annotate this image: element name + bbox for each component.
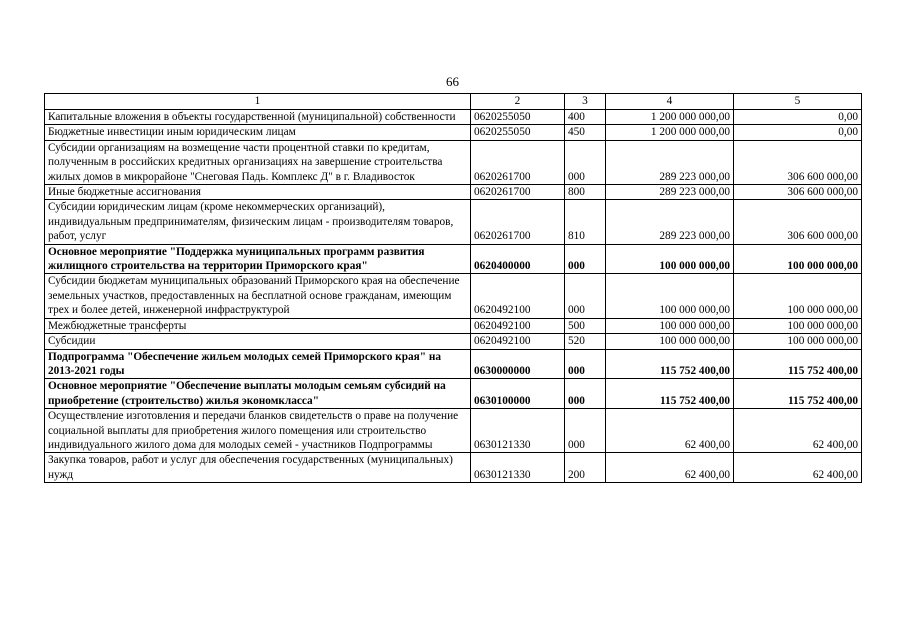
row-value-col5: 306 600 000,00 <box>734 200 862 244</box>
table-body <box>45 110 862 483</box>
row-type: 810 <box>565 200 606 244</box>
row-code: 0630000000 <box>471 349 565 379</box>
row-type: 000 <box>565 409 606 453</box>
row-value-col4: 289 223 000,00 <box>606 185 734 200</box>
table-row <box>45 110 862 125</box>
row-code: 0620492100 <box>471 274 565 318</box>
row-name: Капитальные вложения в объекты государственной (муниципальной) собственности <box>45 110 471 125</box>
row-type: 500 <box>565 318 606 333</box>
row-type: 000 <box>565 274 606 318</box>
header-col-3: 3 <box>565 94 606 110</box>
budget-table <box>44 93 862 483</box>
row-code: 0620261700 <box>471 140 565 184</box>
row-name: Субсидии организациям на возмещение части процентной ставки по кредитам, полученным в российских кредитных организациях на завершение строительства жилых домов в микрорайоне "Снеговая Падь. Комплекс Д" в г. Владивосток <box>45 140 471 184</box>
row-value-col5: 100 000 000,00 <box>734 244 862 274</box>
table-row <box>45 318 862 333</box>
table-row <box>45 379 862 409</box>
row-value-col5: 100 000 000,00 <box>734 318 862 333</box>
table-row <box>45 274 862 318</box>
header-col-4: 4 <box>606 94 734 110</box>
row-value-col4: 1 200 000 000,00 <box>606 125 734 140</box>
row-code: 0620255050 <box>471 125 565 140</box>
row-type: 200 <box>565 453 606 483</box>
row-type: 450 <box>565 125 606 140</box>
row-code: 0630100000 <box>471 379 565 409</box>
row-value-col5: 100 000 000,00 <box>734 274 862 318</box>
row-value-col5: 306 600 000,00 <box>734 185 862 200</box>
row-code: 0630121330 <box>471 453 565 483</box>
row-type: 000 <box>565 349 606 379</box>
row-value-col4: 62 400,00 <box>606 409 734 453</box>
row-name: Подпрограмма "Обеспечение жильем молодых семей Приморского края" на 2013-2021 годы <box>45 349 471 379</box>
row-name: Иные бюджетные ассигнования <box>45 185 471 200</box>
row-value-col5: 306 600 000,00 <box>734 140 862 184</box>
table-row <box>45 200 862 244</box>
row-value-col4: 100 000 000,00 <box>606 318 734 333</box>
header-col-2: 2 <box>471 94 565 110</box>
row-code: 0620400000 <box>471 244 565 274</box>
row-code: 0620255050 <box>471 110 565 125</box>
header-row <box>45 94 862 110</box>
row-value-col4: 289 223 000,00 <box>606 200 734 244</box>
row-value-col4: 115 752 400,00 <box>606 349 734 379</box>
row-code: 0620492100 <box>471 318 565 333</box>
row-type: 000 <box>565 379 606 409</box>
row-value-col4: 289 223 000,00 <box>606 140 734 184</box>
header-col-1: 1 <box>45 94 471 110</box>
row-value-col4: 100 000 000,00 <box>606 244 734 274</box>
row-value-col5: 0,00 <box>734 110 862 125</box>
page-number: 66 <box>446 74 459 89</box>
row-value-col5: 62 400,00 <box>734 409 862 453</box>
header-col-5: 5 <box>734 94 862 110</box>
table-row <box>45 349 862 379</box>
row-name: Субсидии юридическим лицам (кроме некоммерческих организаций), индивидуальным предпринимателям, физическим лицам - производителям товаров, работ, услуг <box>45 200 471 244</box>
row-code: 0620492100 <box>471 334 565 349</box>
row-value-col5: 0,00 <box>734 125 862 140</box>
table-row <box>45 453 862 483</box>
row-name: Основное мероприятие "Обеспечение выплаты молодым семьям субсидий на приобретение (строительство) жилья экономкласса" <box>45 379 471 409</box>
row-type: 000 <box>565 140 606 184</box>
row-value-col4: 1 200 000 000,00 <box>606 110 734 125</box>
row-value-col4: 100 000 000,00 <box>606 334 734 349</box>
row-code: 0620261700 <box>471 200 565 244</box>
table-row <box>45 409 862 453</box>
table-row <box>45 334 862 349</box>
row-value-col5: 100 000 000,00 <box>734 334 862 349</box>
row-code: 0630121330 <box>471 409 565 453</box>
row-name: Основное мероприятие "Поддержка муниципальных программ развития жилищного строительства на территории Приморского края" <box>45 244 471 274</box>
row-value-col5: 62 400,00 <box>734 453 862 483</box>
table-row <box>45 185 862 200</box>
table-row <box>45 140 862 184</box>
row-name: Межбюджетные трансферты <box>45 318 471 333</box>
table-row <box>45 244 862 274</box>
row-name: Субсидии <box>45 334 471 349</box>
row-type: 520 <box>565 334 606 349</box>
table-row <box>45 125 862 140</box>
row-type: 400 <box>565 110 606 125</box>
row-value-col5: 115 752 400,00 <box>734 379 862 409</box>
row-name: Бюджетные инвестиции иным юридическим лицам <box>45 125 471 140</box>
row-value-col5: 115 752 400,00 <box>734 349 862 379</box>
row-value-col4: 62 400,00 <box>606 453 734 483</box>
row-value-col4: 100 000 000,00 <box>606 274 734 318</box>
row-name: Закупка товаров, работ и услуг для обеспечения государственных (муниципальных) нужд <box>45 453 471 483</box>
row-value-col4: 115 752 400,00 <box>606 379 734 409</box>
row-type: 000 <box>565 244 606 274</box>
row-name: Субсидии бюджетам муниципальных образований Приморского края на обеспечение земельных участков, предоставленных на бесплатной основе гражданам, имеющим трех и более детей, инженерной инфраструктурой <box>45 274 471 318</box>
row-name: Осуществление изготовления и передачи бланков свидетельств о праве на получение социальной выплаты для приобретения жилого помещения или строительство индивидуального жилого дома для молодых семей - участников Подпрограммы <box>45 409 471 453</box>
row-code: 0620261700 <box>471 185 565 200</box>
row-type: 800 <box>565 185 606 200</box>
